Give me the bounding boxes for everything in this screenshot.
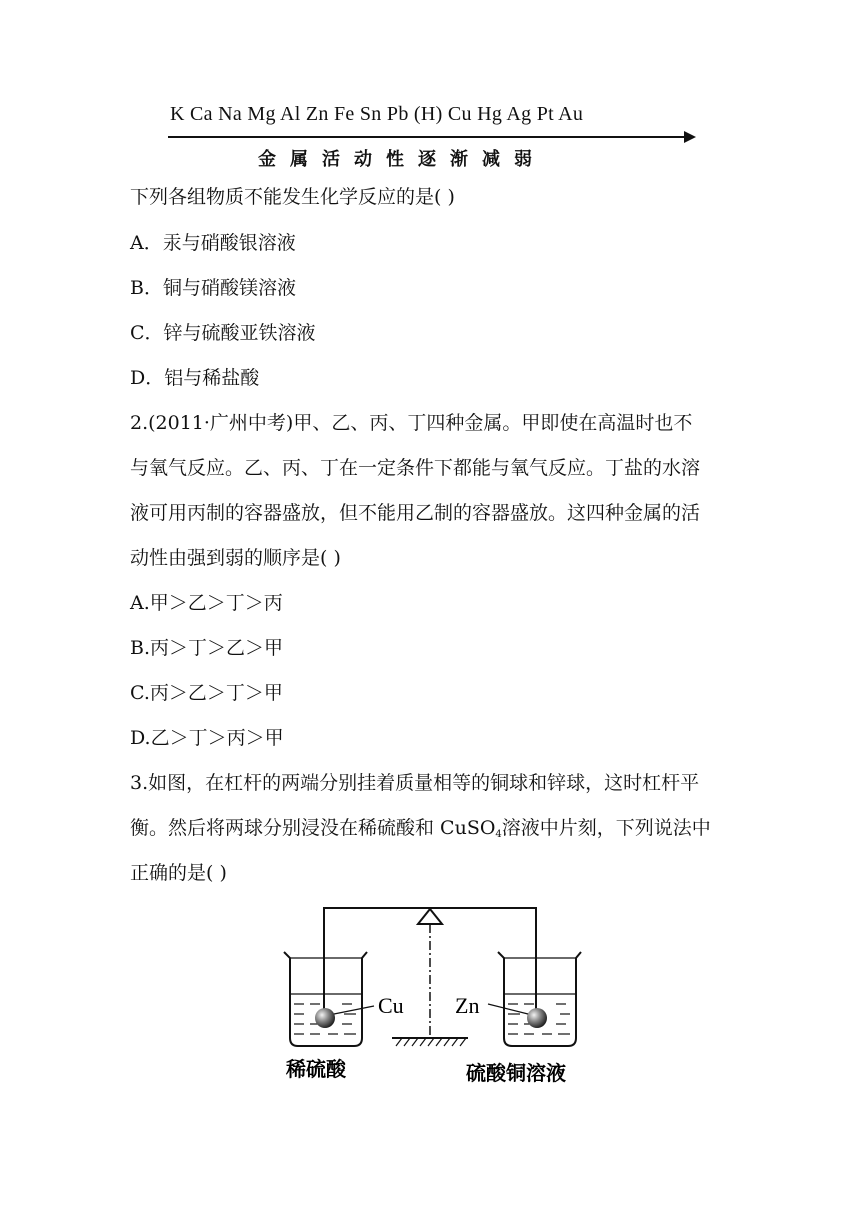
activity-arrow-head xyxy=(684,131,696,143)
q2-option-b: B.丙＞丁＞乙＞甲 xyxy=(130,637,284,659)
activity-arrow-line xyxy=(168,136,688,138)
activity-series: K Ca Na Mg Al Zn Fe Sn Pb (H) Cu Hg Ag Pt Au xyxy=(170,103,584,125)
q1-option-c: C．锌与硫酸亚铁溶液 xyxy=(130,322,316,344)
zn-label: Zn xyxy=(455,993,480,1018)
left-beaker xyxy=(284,952,367,1046)
q2-line-2: 与氧气反应。乙、丙、丁在一定条件下都能与氧气反应。丁盐的水溶 xyxy=(130,457,701,479)
q2-option-a: A.甲＞乙＞丁＞丙 xyxy=(130,592,283,614)
q2-line-1: 2.(2011·广州中考)甲、乙、丙、丁四种金属。甲即使在高温时也不 xyxy=(130,412,693,434)
q3-subscript: 4 xyxy=(495,829,502,840)
q3-line-2 xyxy=(130,813,711,840)
cu-label: Cu xyxy=(378,993,404,1018)
cu-leader-line xyxy=(334,1006,374,1014)
q2-option-c: C.丙＞乙＞丁＞甲 xyxy=(130,682,283,704)
q3-line-2-after: 溶液中片刻，下列说法中 xyxy=(501,817,711,839)
q1-option-a: A．汞与硝酸银溶液 xyxy=(130,232,296,254)
q1-stem: 下列各组物质不能发生化学反应的是( ) xyxy=(130,186,455,208)
q2-line-4: 动性由强到弱的顺序是( ) xyxy=(130,547,341,569)
copper-ball xyxy=(315,1008,335,1028)
zinc-ball xyxy=(527,1008,547,1028)
zn-leader-line xyxy=(488,1004,528,1014)
q2-line-3: 液可用丙制的容器盛放，但不能用乙制的容器盛放。这四种金属的活 xyxy=(130,502,701,524)
q2-option-d: D.乙＞丁＞丙＞甲 xyxy=(130,727,284,749)
activity-series-caption: 金属活动性逐渐减弱 xyxy=(258,149,546,170)
lever-beaker-figure xyxy=(270,900,600,1100)
ground xyxy=(392,1038,468,1046)
q3-line-1: 3.如图，在杠杆的两端分别挂着质量相等的铜球和锌球，这时杠杆平 xyxy=(130,772,700,794)
q3-line-2-before: 衡。然后将两球分别浸没在稀硫酸和 CuSO xyxy=(130,817,496,839)
left-beaker-label: 稀硫酸 xyxy=(286,1057,346,1081)
right-beaker xyxy=(498,952,581,1046)
right-beaker-label: 硫酸铜溶液 xyxy=(466,1061,566,1085)
q1-option-b: B．铜与硝酸镁溶液 xyxy=(130,277,296,299)
fulcrum-triangle xyxy=(418,909,442,924)
q3-line-3: 正确的是( ) xyxy=(130,862,227,884)
q1-option-d: D．铝与稀盐酸 xyxy=(130,367,260,389)
